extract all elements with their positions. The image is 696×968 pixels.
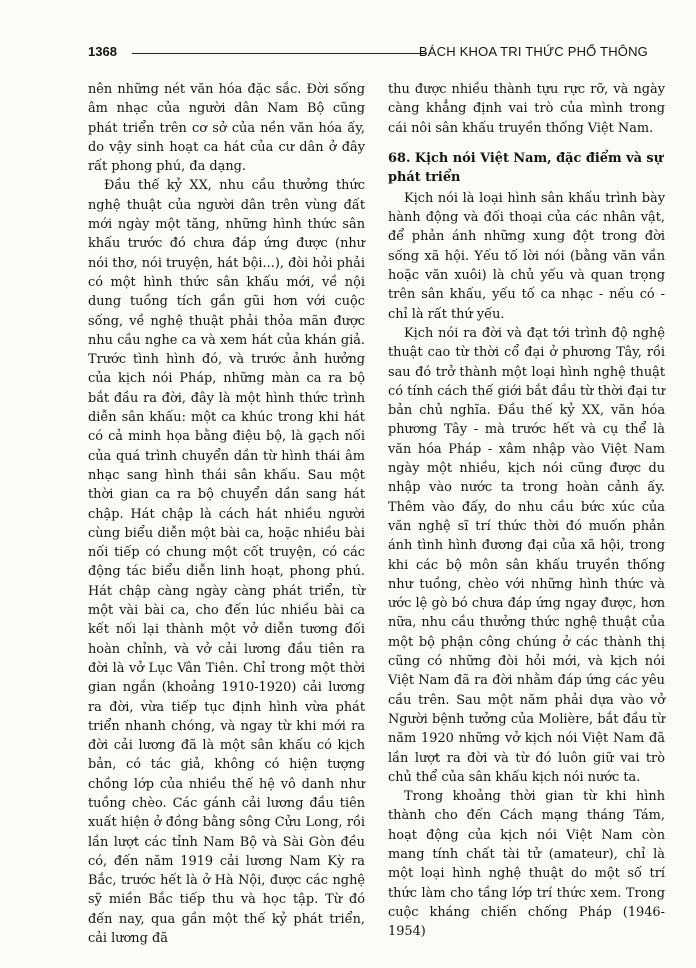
header-rule: [132, 53, 426, 54]
paragraph: Kịch nói là loại hình sân khấu trình bày hành động và đối thoại của các nhân vật, để phản ánh những xung đột trong đời sống xã hội. Yếu tố lời nói (bằng văn vần hoặc văn xuôi) là chủ yếu và quan trọng trên sân khấu, yếu tố ca nhạc - nếu có - chỉ là rất thứ yếu.: [388, 190, 665, 322]
section-heading: 68. Kịch nói Việt Nam, đặc điểm và sự phát triển: [388, 150, 664, 185]
left-column: [88, 80, 365, 948]
paragraph: Đầu thế kỷ XX, nhu cầu thưởng thức nghệ thuật của người dân trên vùng đất mới ngày một tăng, những hình thức sân khấu trước đó chưa đáp ứng được (như nói thơ, nói truyện, hát bội...), đòi hỏi phải có một hình thức sân khấu mới, về nội dung tuồng tích gần gũi hơn với cuộc sống, về nghệ thuật phải thỏa mãn được nhu cầu nghe ca và xem hát của khán giả. Trước tình hình đó, và trước ảnh hưởng của kịch nói Pháp, những màn ca ra bộ bắt đầu ra đời, đây là một hình thức trình diễn sân khấu: một ca khúc trong khi hát có cả minh họa bằng điệu bộ, là gạch nối của quá trình chuyển dần từ hình thái âm nhạc sang hình thái sân khấu. Sau một thời gian ca ra bộ chuyển dần sang hát chập. Hát chập là cách hát nhiều người cùng biểu diễn một bài ca, hoặc nhiều bài nối tiếp có chung một cốt truyện, có các động tác biểu diễn linh hoạt, phong phú. Hát chập càng ngày càng phát triển, từ một vài bài ca, cho đến lúc nhiều bài ca kết nối lại thành một vở diễn tương đối hoàn chỉnh, và vở cải lương đầu tiên ra đời là vở Lục Vân Tiên. Chỉ trong một thời gian ngắn (khoảng 1910-1920) cải lương ra đời, vừa tiếp tục định hình vừa phát triển nhanh chóng, và ngay từ khi mới ra đời cải lương đã là một sân khấu có kịch bản, có tác giả, không có hiện tượng chồng lớp của nhiều thế hệ vô danh như tuồng chèo. Các gánh cải lương đầu tiên xuất hiện ở đồng bằng sông Cửu Long, rồi lần lượt các tỉnh Nam Bộ và Sài Gòn đều có, đến năm 1919 cải lương Nam Kỳ ra Bắc, trước hết là ở Hà Nội, được các nghệ sỹ miền Bắc tiếp thu và học tập. Từ đó đến nay, qua gần một thế kỷ phát triển, cải lương đã: [88, 178, 365, 947]
book-title: BÁCH KHOA TRI THỨC PHỔ THÔNG: [418, 44, 648, 59]
right-column: [388, 80, 665, 941]
paragraph: thu được nhiều thành tựu rực rỡ, và ngày càng khẳng định vai trò của mình trong cái nôi sân khấu truyền thống Việt Nam.: [388, 82, 665, 136]
paragraph: Kịch nói ra đời và đạt tới trình độ nghệ thuật cao từ thời cổ đại ở phương Tây, rồi sau đó trở thành một loại hình nghệ thuật có tính cách thế giới bắt đầu từ thời đại tư bản chủ nghĩa. Đầu thế kỷ XX, văn hóa phương Tây - mà trước hết và cụ thể là văn hóa Pháp - xâm nhập vào Việt Nam ngày một nhiều, kịch nói cũng được du nhập vào nước ta trong hoàn cảnh ấy. Thêm vào đấy, do nhu cầu bức xúc của văn nghệ sĩ trí thức thời đó muốn phản ánh tình hình đương đại của xã hội, trong khi các bộ môn sân khấu truyền thống như tuồng, chèo với những hình thức và ước lệ gò bó chưa đáp ứng ngay được, hơn nữa, nhu cầu thưởng thức nghệ thuật của một bộ phận công chúng ở các thành thị cũng có những đòi hỏi mới, và kịch nói Việt Nam đã ra đời nhằm đáp ứng các yêu cầu trên. Sau một năm phải dựa vào vở Người bệnh tưởng của Molière, bắt đầu từ năm 1920 những vở kịch nói Việt Nam đã lần lượt ra đời và từ đó luôn giữ vai trò chủ thể của sân khấu kịch nói nước ta.: [388, 325, 665, 785]
paragraph: Trong khoảng thời gian từ khi hình thành cho đến Cách mạng tháng Tám, hoạt động của kịch nói Việt Nam còn mang tính chất tài tử (amateur), chỉ là một loại hình nghệ thuật do một số trí thức làm cho tầng lớp trí thức xem. Trong cuộc kháng chiến chống Pháp (1946-1954): [388, 789, 665, 940]
page-number: 1368: [88, 44, 117, 59]
paragraph: nên những nét văn hóa đặc sắc. Đời sống âm nhạc của người dân Nam Bộ cũng phát triển trên cơ sở của nền văn hóa ấy, do vậy sinh hoạt ca hát của cư dân ở đây rất phong phú, đa dạng.: [88, 82, 365, 175]
page-header: [88, 44, 648, 66]
